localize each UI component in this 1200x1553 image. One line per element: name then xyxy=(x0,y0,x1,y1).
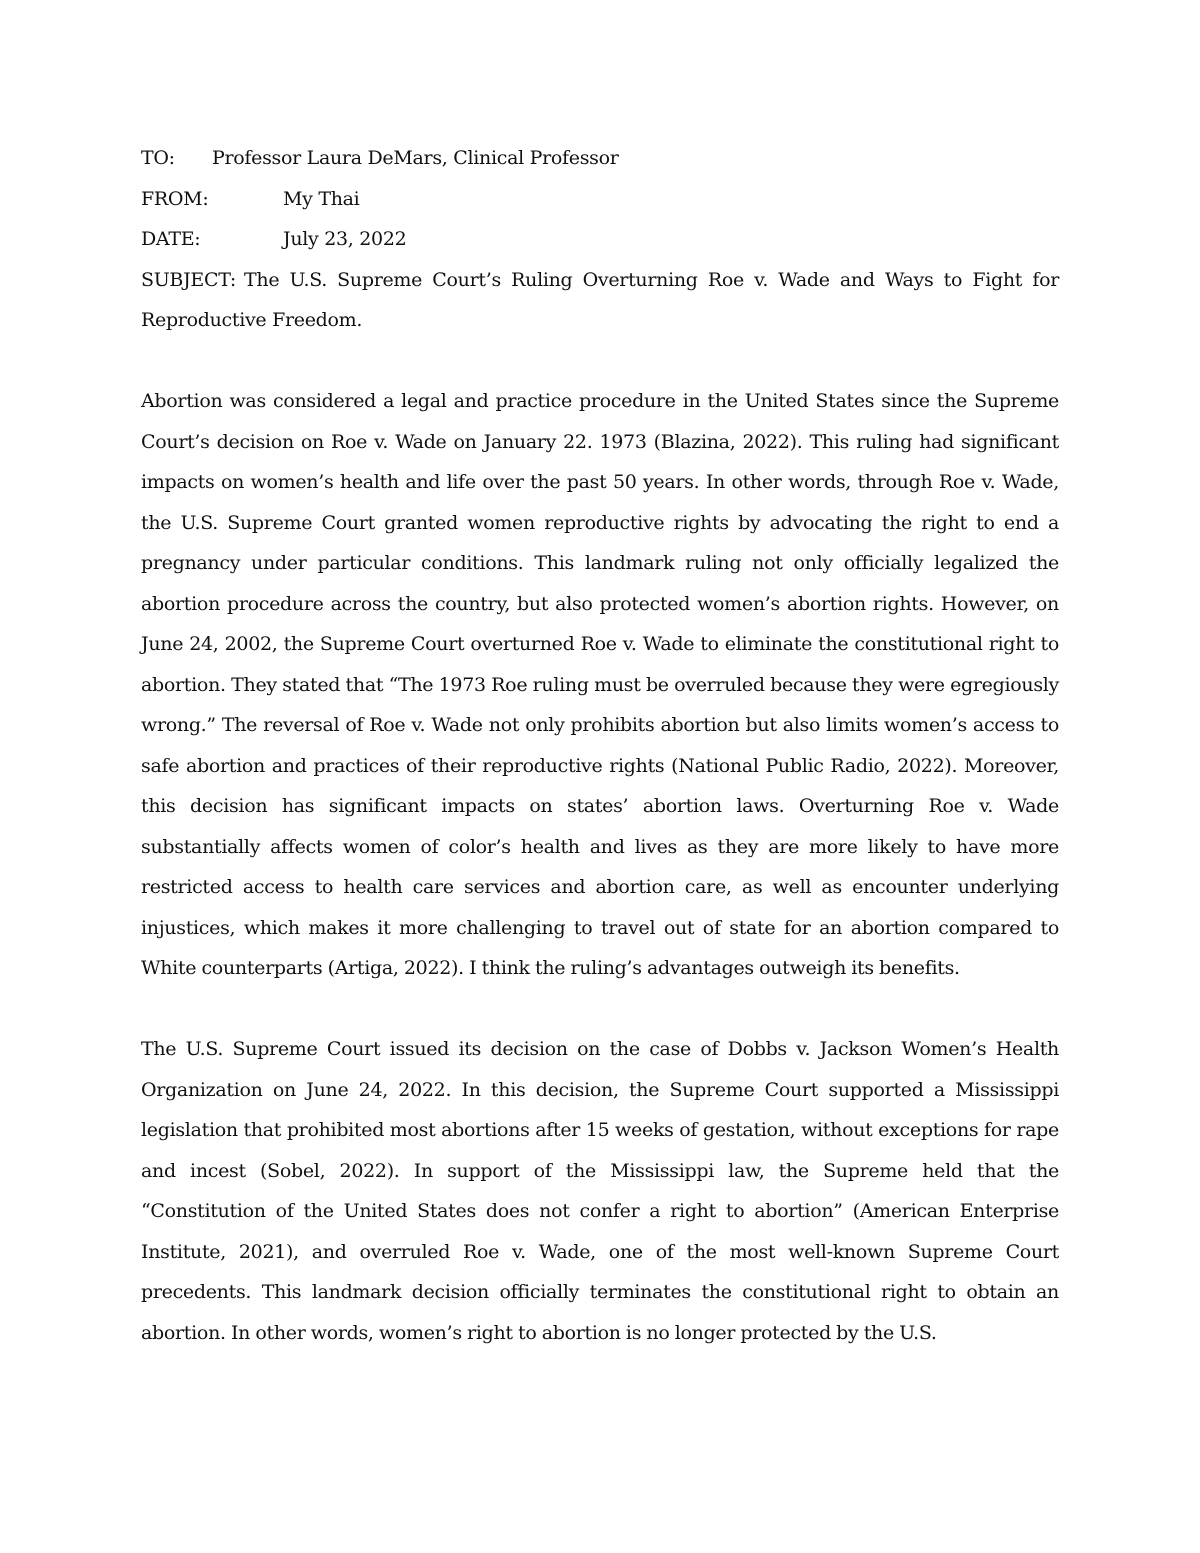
memo-subject-label: SUBJECT: xyxy=(141,268,237,291)
memo-content xyxy=(141,138,1059,1353)
memo-date-value: July 23, 2022 xyxy=(283,228,407,250)
memo-subject-line xyxy=(141,260,1059,341)
memo-to-line xyxy=(141,138,1059,179)
memo-to-value: Professor Laura DeMars, Clinical Professor xyxy=(212,147,619,169)
memo-date-line xyxy=(141,219,1059,260)
memo-to-label: TO: xyxy=(141,147,175,169)
memo-date-label: DATE: xyxy=(141,228,201,250)
memo-from-label: FROM: xyxy=(141,187,209,210)
memo-from-line xyxy=(141,179,1059,220)
memo-from-value: My Thai xyxy=(283,187,360,210)
body-paragraph-1: Abortion was considered a legal and practice procedure in the United States since the Supreme Court’s decision on Roe v. Wade on January 22. 1973 (Blazina, 2022). This ruling had significant impacts on women’s health and life over the past 50 years. In other words, through Roe v. Wade, the U.S. Supreme Court granted women reproductive rights by advocating the right to end a pregnancy under particular conditions. This landmark ruling not only officially legalized the abortion procedure across the country, but also protected women’s abortion rights. However, on June 24, 2002, the Supreme Court overturned Roe v. Wade to eliminate the constitutional right to abortion. They stated that “The 1973 Roe ruling must be overruled because they were egregiously wrong.” The reversal of Roe v. Wade not only prohibits abortion but also limits women’s access to safe abortion and practices of their reproductive rights (National Public Radio, 2022). Moreover, this decision has significant impacts on states’ abortion laws. Overturning Roe v. Wade substantially affects women of color’s health and lives as they are more likely to have more restricted access to health care services and abortion care, as well as encounter underlying injustices, which makes it more challenging to travel out of state for an abortion compared to White counterparts (Artiga, 2022). I think the ruling’s advantages outweigh its benefits. xyxy=(141,390,1059,979)
body-paragraph-2: The U.S. Supreme Court issued its decision on the case of Dobbs v. Jackson Women’s Health Organization on June 24, 2022. In this decision, the Supreme Court supported a Mississippi legislation that prohibited most abortions after 15 weeks of gestation, without exceptions for rape and incest (Sobel, 2022). In support of the Mississippi law, the Supreme held that the “Constitution of the United States does not confer a right to abortion” (American Enterprise Institute, 2021), and overruled Roe v. Wade, one of the most well-known Supreme Court precedents. This landmark decision officially terminates the constitutional right to obtain an abortion. In other words, women’s right to abortion is no longer protected by the U.S. xyxy=(141,1038,1059,1344)
memo-subject-value: The U.S. Supreme Court’s Ruling Overturning Roe v. Wade and Ways to Fight for Reproductive Freedom. xyxy=(141,268,1059,331)
